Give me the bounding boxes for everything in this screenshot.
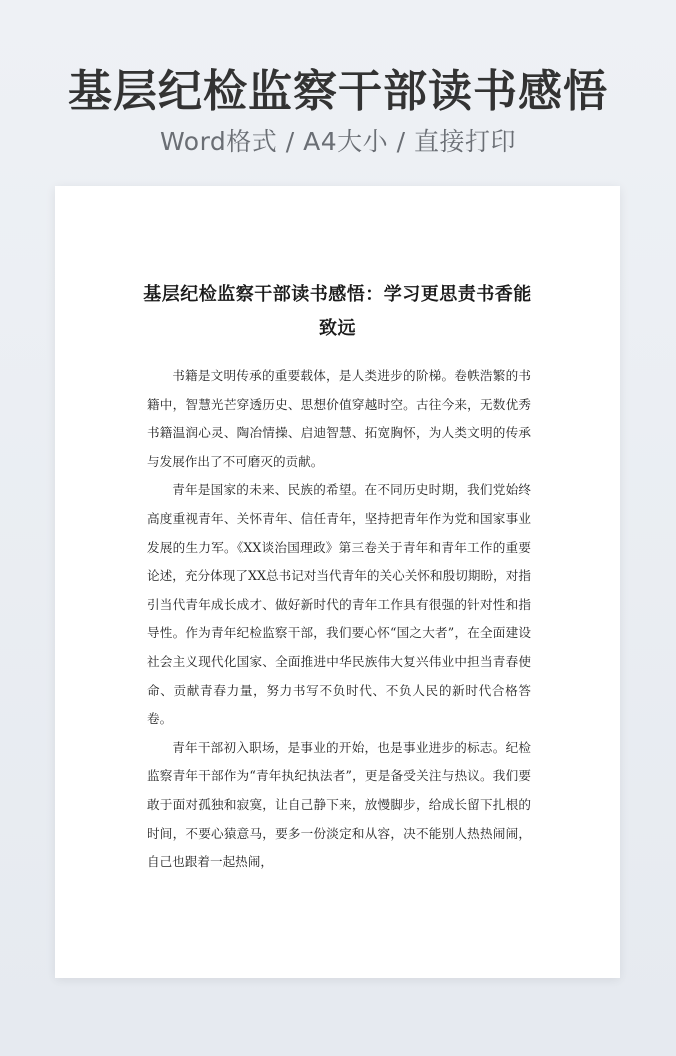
document-title: 基层纪检监察干部读书感悟：学习更思责书香能致远	[143, 284, 532, 339]
document-body	[147, 362, 531, 877]
header	[0, 62, 676, 158]
page-subtitle: Word格式 / A4大小 / 直接打印	[160, 127, 516, 156]
paragraph: 书籍是文明传承的重要载体，是人类进步的阶梯。卷帙浩繁的书籍中，智慧光芒穿透历史、思想价值穿越时空。古往今来，无数优秀书籍温润心灵、陶冶情操、启迪智慧、拓宽胸怀，为人类文明的传承与发展作出了不可磨灭的贡献。	[147, 368, 531, 469]
document-page	[55, 186, 620, 978]
paragraph: 青年是国家的未来、民族的希望。在不同历史时期，我们党始终高度重视青年、关怀青年、信任青年，坚持把青年作为党和国家事业发展的生力军。《XX谈治国理政》第三卷关于青年和青年工作的重要论述，充分体现了XX总书记对当代青年的关心关怀和殷切期盼，对指引当代青年成长成才、做好新时代的青年工作具有很强的针对性和指导性。作为青年纪检监察干部，我们要心怀“国之大者”，在全面建设社会主义现代化国家、全面推进中华民族伟大复兴伟业中担当青春使命、贡献青春力量，努力书写不负时代、不负人民的新时代合格答卷。	[147, 482, 531, 727]
page-title: 基层纪检监察干部读书感悟	[68, 66, 608, 117]
paragraph: 青年干部初入职场，是事业的开始，也是事业进步的标志。纪检监察青年干部作为“青年执纪执法者”，更是备受关注与热议。我们要敢于面对孤独和寂寞，让自己静下来，放慢脚步，给成长留下扎根的时间，不要心猿意马，要多一份淡定和从容，决不能别人热热闹闹，自己也跟着一起热闹，	[147, 739, 531, 870]
